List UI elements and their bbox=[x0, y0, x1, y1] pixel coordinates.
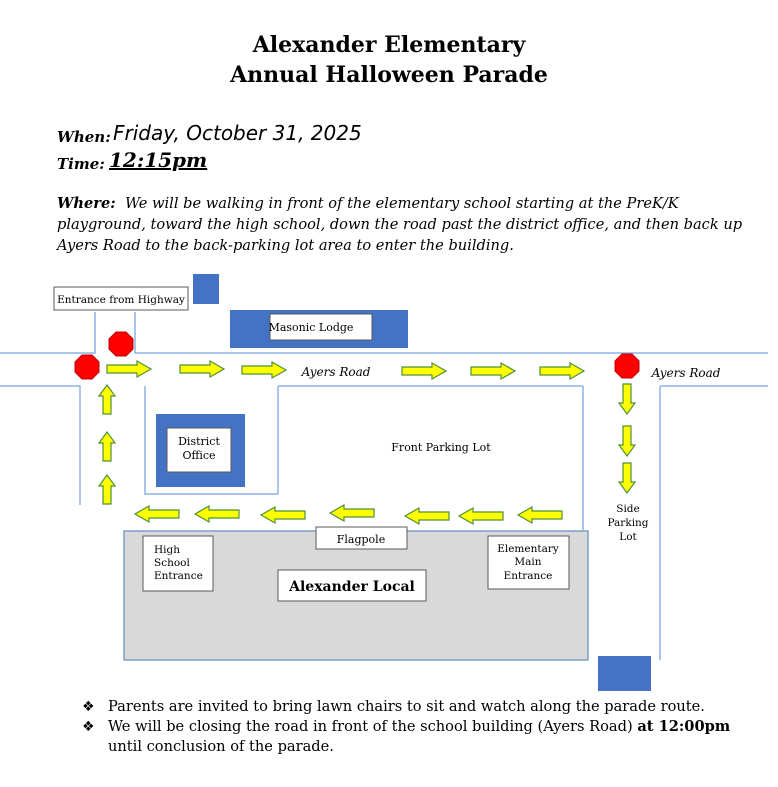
notes-list bbox=[82, 697, 762, 757]
front-parking-lot-label: Front Parking Lot bbox=[391, 441, 491, 454]
route-arrow-left-icon bbox=[261, 507, 305, 523]
list-item bbox=[82, 717, 762, 757]
alexander-local-label: Alexander Local bbox=[289, 579, 415, 595]
masonic-lodge-label: Masonic Lodge bbox=[268, 321, 354, 334]
stop-sign-icon bbox=[109, 332, 133, 356]
ayers-road-label-1: Ayers Road bbox=[301, 365, 371, 379]
district-office-label-1: District bbox=[178, 435, 220, 448]
high-school-label-2: School bbox=[154, 557, 190, 569]
bullet-2-text: We will be closing the road in front of the school building (Ayers Road) bbox=[108, 718, 638, 735]
flagpole-label: Flagpole bbox=[336, 533, 386, 546]
stop-sign-icon bbox=[615, 354, 639, 378]
when-value: Friday, October 31, 2025 bbox=[113, 121, 362, 145]
route-arrow-left-icon bbox=[330, 505, 374, 521]
side-parking-label-2: Parking bbox=[607, 517, 649, 529]
route-arrow-down-icon bbox=[619, 426, 635, 456]
route-arrow-left-icon bbox=[195, 506, 239, 522]
route-arrow-right-icon bbox=[471, 363, 515, 379]
elementary-main-label-3: Entrance bbox=[503, 570, 553, 582]
title-line-1: Alexander Elementary bbox=[252, 32, 526, 58]
stop-sign-icon bbox=[75, 355, 99, 379]
route-arrow-up-icon bbox=[99, 475, 115, 504]
district-office-label-2: Office bbox=[182, 449, 216, 462]
route-arrow-up-icon bbox=[99, 432, 115, 461]
small-building-top bbox=[193, 274, 219, 304]
route-arrow-left-icon bbox=[405, 508, 449, 524]
small-building-bottom bbox=[598, 656, 651, 691]
ayers-road-label-2: Ayers Road bbox=[651, 366, 721, 380]
high-school-label-3: Entrance bbox=[154, 570, 203, 582]
diamond-bullet-icon: ❖ bbox=[82, 719, 95, 735]
route-arrow-right-icon bbox=[180, 361, 224, 377]
route-arrow-left-icon bbox=[518, 507, 562, 523]
when-label: When: bbox=[57, 128, 111, 146]
route-arrow-right-icon bbox=[540, 363, 584, 379]
route-arrow-down-icon bbox=[619, 463, 635, 493]
route-arrow-left-icon bbox=[135, 506, 179, 522]
list-item bbox=[82, 697, 762, 717]
elementary-main-label-2: Main bbox=[514, 556, 542, 568]
bullet-1-text: Parents are invited to bring lawn chairs to sit and watch along the parade route. bbox=[108, 698, 705, 715]
route-arrow-up-icon bbox=[99, 385, 115, 414]
elementary-main-label-1: Elementary bbox=[497, 543, 559, 555]
title-line-2: Annual Halloween Parade bbox=[230, 62, 548, 88]
time-value: 12:15pm bbox=[109, 148, 208, 172]
bullet-2-text-end: until conclusion of the parade. bbox=[108, 738, 334, 755]
where-text: We will be walking in front of the elementary school starting at the PreK/K playground, toward the high school, down the road past the district office, and then back up Ayers Road to the back-parking lot area to enter the building. bbox=[57, 195, 743, 254]
side-parking-label-3: Lot bbox=[619, 531, 637, 543]
route-arrow-right-icon bbox=[402, 363, 446, 379]
diamond-bullet-icon: ❖ bbox=[82, 699, 95, 715]
entrance-highway-label: Entrance from Highway bbox=[57, 294, 185, 306]
side-parking-label-1: Side bbox=[616, 503, 640, 515]
route-arrow-right-icon bbox=[242, 362, 286, 378]
time-label: Time: bbox=[57, 155, 105, 173]
where-label: Where: bbox=[57, 195, 116, 212]
route-arrow-left-icon bbox=[459, 508, 503, 524]
bullet-2-bold: at 12:00pm bbox=[637, 718, 731, 735]
high-school-label-1: High bbox=[154, 544, 180, 556]
route-arrow-down-icon bbox=[619, 384, 635, 414]
route-arrow-right-icon bbox=[107, 361, 151, 377]
